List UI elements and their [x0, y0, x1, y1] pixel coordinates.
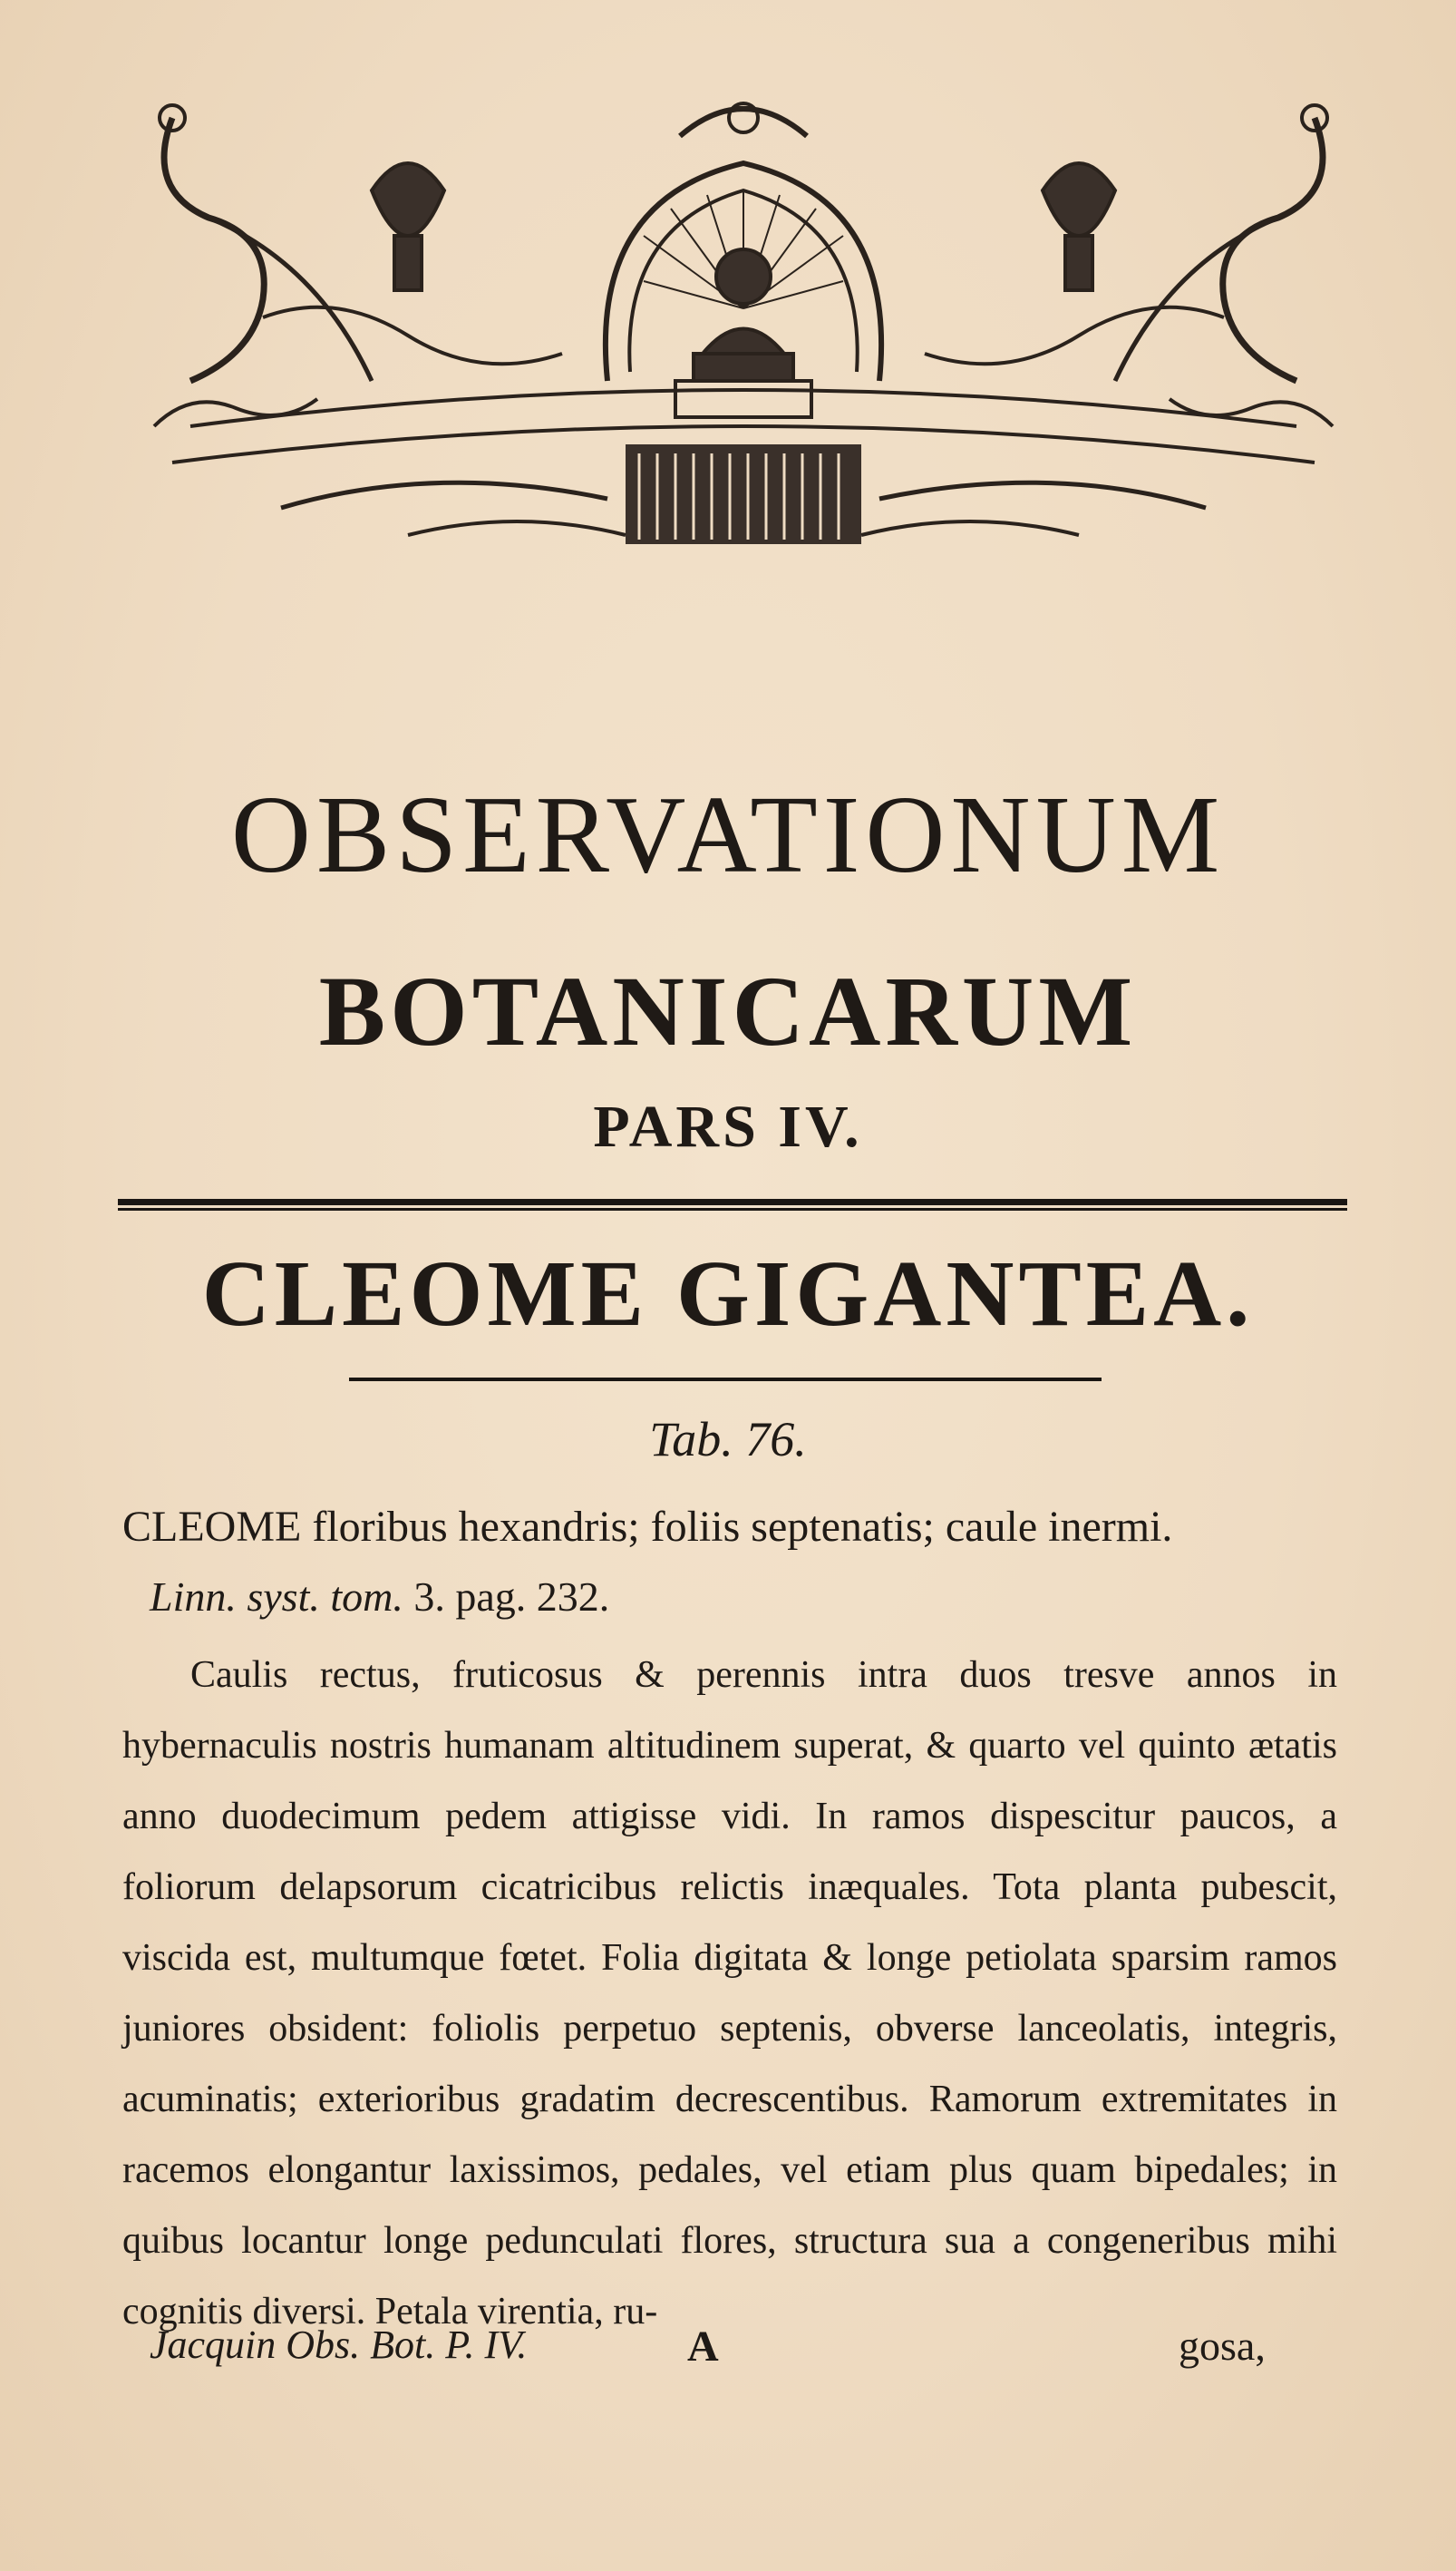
catchword: gosa, [1179, 2323, 1266, 2369]
ornamental-headpiece-icon [136, 82, 1351, 571]
linnaeus-reference [150, 1573, 610, 1620]
signature-line: Jacquin Obs. Bot. P. IV. [150, 2323, 528, 2367]
signature-letter: A [687, 2323, 719, 2371]
thin-rule-divider [349, 1378, 1102, 1381]
reference-rest: 3. pag. 232. [403, 1573, 610, 1620]
plate-reference: Tab. 76. [649, 1412, 807, 1466]
title-main: OBSERVATIONUM [230, 774, 1226, 896]
description-paragraph: Caulis rectus, fruticosus & perennis intra duos tresve annos in hybernaculis nostris humanam altitudinem superat, & quarto vel quinto ætatis anno duodecimum pedem attigisse vidi. In ramos dispescitur paucos, a foliorum delapsorum cicatricibus relictis inæquales. Tota planta pubescit, viscida est, multumque fœtet. Folia digitata & longe petiolata sparsim ramos juniores obsident: foliolis perpetuo septenis, obverse lanceolatis, integris, acuminatis; exterioribus gradatim decrescentibus. Ramorum extremitates in racemos elongantur laxissimos, pedales, vel etiam plus quam bipedales; in quibus locantur longe pedunculati flores, structura sua a congeneribus mihi cognitis diversi. Petala virentia, ru- [122, 1654, 1337, 2332]
double-rule-divider [118, 1199, 1347, 1212]
title-pars: PARS IV. [593, 1094, 863, 1160]
title-sub: BOTANICARUM [318, 956, 1138, 1066]
species-diagnosis: CLEOME floribus hexandris; foliis septenatis; caule inermi. [122, 1503, 1173, 1551]
reference-italic: Linn. syst. tom. [150, 1573, 403, 1620]
section-heading: CLEOME GIGANTEA. [201, 1242, 1255, 1346]
page-footer [0, 2322, 1456, 2376]
